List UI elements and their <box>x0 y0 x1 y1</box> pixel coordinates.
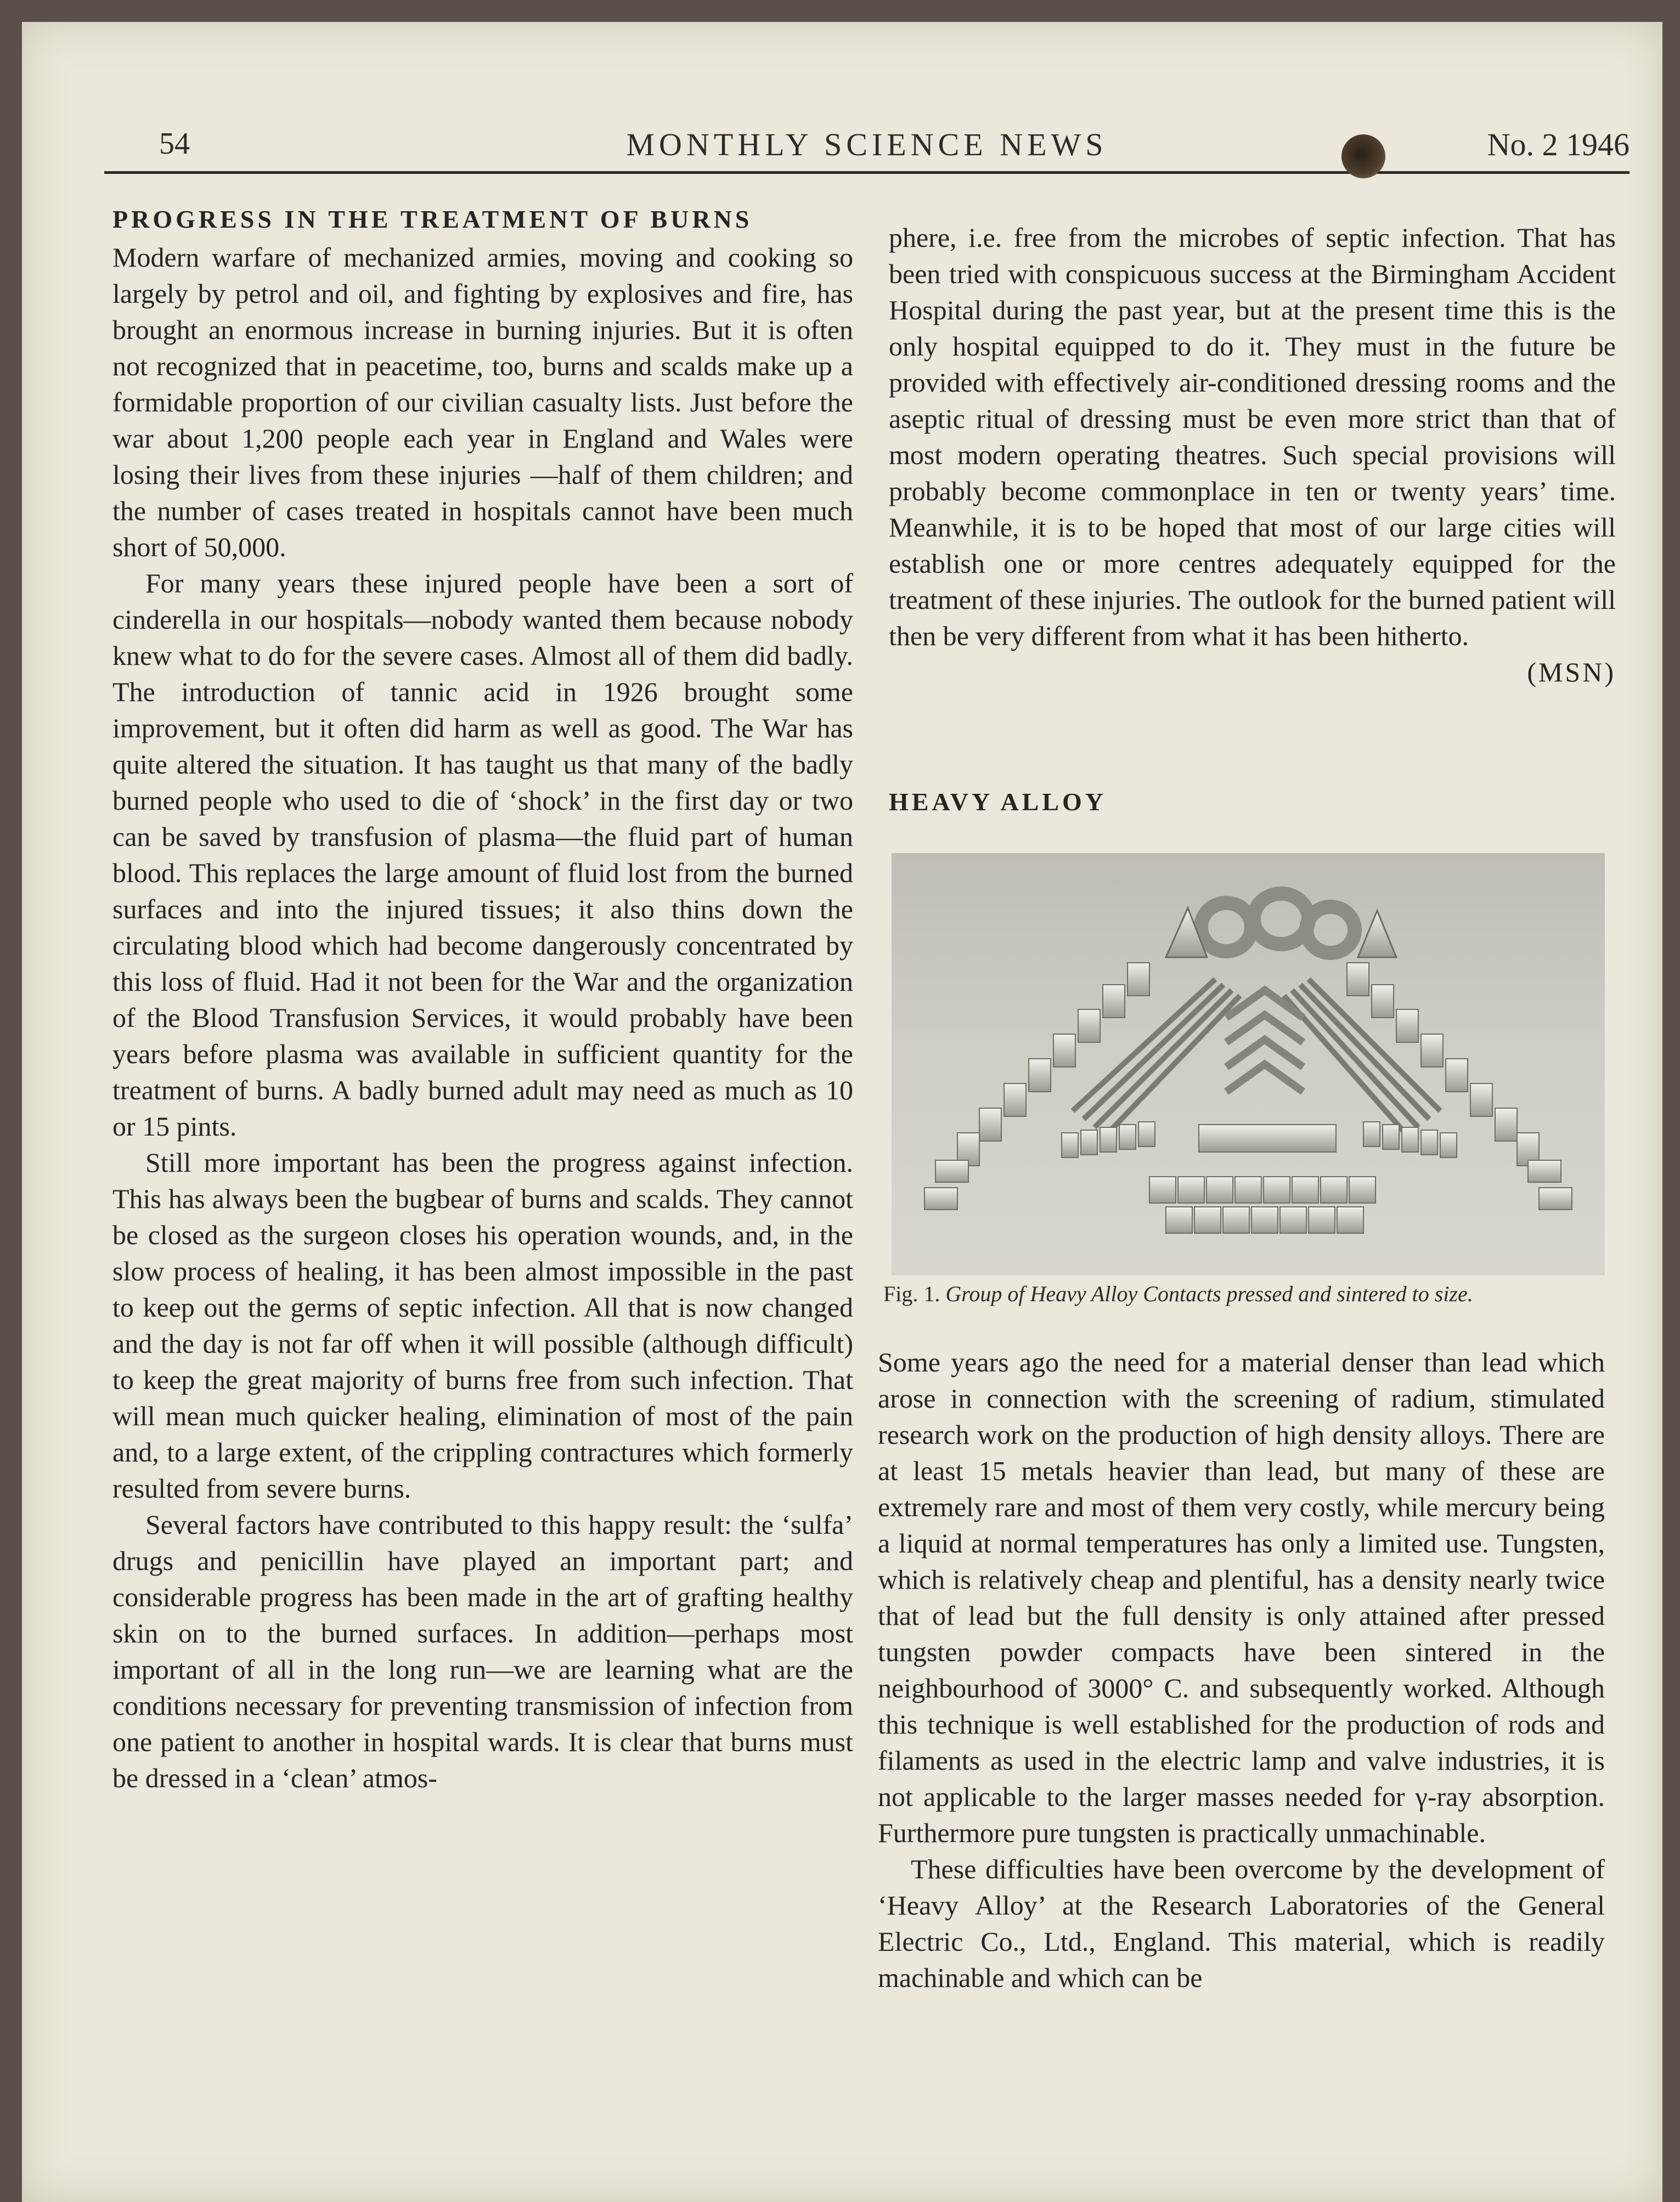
burns-heading: PROGRESS IN THE TREATMENT OF BURNS <box>112 205 753 233</box>
punch-hole <box>1341 134 1385 178</box>
chevron-contacts <box>1226 990 1303 1092</box>
burns-signature: (MSN) <box>1527 657 1616 687</box>
figure-caption <box>883 1281 1613 1307</box>
alloy-paragraph-1: Some years ago the need for a material denser than lead which arose in connection with the screening of radium, stimulated research work on the production of high density alloys. There are at least 15 metals heavier than lead, but many of these are extremely rare and most of them very costly, while mercury being a liquid at normal temperatures has only a limited use. Tungsten, which is relatively cheap and plentiful, has a density nearly twice that of lead but the full density is only attained after pressed tungsten powder compacts have been sintered in the neighbourhood of 3000° C. and subsequently worked. Although this technique is well established for the production of rods and filaments as used in the electric lamp and valve industries, it is not applicable to the larger masses needed for γ-ray absorption. Furthermore pure tungsten is practically unmachinable. <box>878 1347 1605 1848</box>
middle-small-blocks <box>1062 1122 1457 1158</box>
alloy-heading: HEAVY ALLOY <box>889 788 1107 816</box>
burns-paragraph-1: Modern warfare of mechanized armies, moving and cooking so largely by petrol and oil, and fighting by explosives and fire, has brought an enormous increase in burning injuries. But it is often not recognized that in peacetime, too, burns and scalds make up a formidable proportion of our civilian casualty lists. Just before the war about 1,200 people each year in England and Wales were losing their lives from these injuries —half of them children; and the number of cases treated in hospitals cannot have been much short of 50,000. <box>112 242 853 562</box>
figure-label: Fig. 1. <box>883 1281 940 1306</box>
header-rule <box>104 171 1630 174</box>
alloy-article-column <box>878 1344 1605 1996</box>
alloy-paragraph-2: These difficulties have been overcome by the development of ‘Heavy Alloy’ at the Research Laboratories of the General Electric Co., Ltd., England. This material, which is readily machinable and which can be <box>878 1854 1605 1993</box>
bottom-tile-grid <box>1149 1177 1375 1233</box>
running-header <box>104 123 1630 173</box>
alloy-contacts-illustration <box>892 853 1605 1275</box>
burns-paragraph-2: For many years these injured people have been a sort of cinderella in our hospitals—nobody wanted them because nobody knew what to do for the severe cases. Almost all of them did badly. The introduction of tannic acid in 1926 brought some improvement, but it often did harm as well as good. The War has quite altered the situation. It has taught us that many of the badly burned people who used to die of ‘shock’ in the first day or two can be saved by transfusion of plasma—the fluid part of human blood. This replaces the large amount of fluid lost from the burned surfaces and into the injured tissues; it also thins down the circulating blood which had become dangerously concentrated by this loss of fluid. Had it not been for the War and the organization of the Blood Transfusion Services, it would probably have been years before plasma was available in sufficient quantity for the treatment of burns. A badly burned adult may need as much as 10 or 15 pints. <box>112 568 853 1142</box>
burns-paragraph-3: Still more important has been the progress against infection. This has always been the bugbear of burns and scalds. They cannot be closed as the surgeon closes his operation wounds, and, in the slow process of healing, it has been almost impossible in the past to keep out the germs of septic infection. All that is now changed and the day is not far off when it will possible (although difficult) to keep the great majority of burns free from such infection. That will mean much quicker healing, elimination of most of the pain and, to a large extent, of the crippling contractures which formerly resulted from severe burns. <box>112 1147 853 1504</box>
burns-continuation-column <box>889 219 1616 690</box>
burns-continuation: phere, i.e. free from the microbes of septic infection. That has been tried with conspicuous success at the Birmingham Accident Hospital during the past year, but at the present time this is the only hospital equipped to do it. They must in the future be provided with effectively air-conditioned dressing rooms and the aseptic ritual of dressing must be even more strict than that of most modern operating theatres. Such special provisions will probably become commonplace in ten or twenty years’ time. Meanwhile, it is to be hoped that most of our large cities will establish one or more centres adequately equipped for the treatment of these injuries. The outlook for the burned patient will then be very different from what it has been hitherto. <box>889 222 1616 651</box>
ring-contacts <box>1201 894 1355 953</box>
publication-title: MONTHLY SCIENCE NEWS <box>626 127 1108 162</box>
heavy-alloy-photo <box>892 853 1605 1275</box>
figure-caption-text: Group of Heavy Alloy Contacts pressed and sintered to size. <box>945 1281 1473 1306</box>
burns-article-column <box>112 203 853 1796</box>
issue-number: No. 2 1946 <box>1487 127 1630 162</box>
page-number: 54 <box>159 127 190 161</box>
burns-paragraph-4: Several factors have contributed to this happy result: the ‘sulfa’ drugs and penicillin have played an important part; and considerable progress has been made in the art of grafting healthy skin on to the burned surfaces. In addition—perhaps most important of all in the long run—we are learning what are the conditions necessary for preventing transmission of infection from one patient to another in hospital wards. It is clear that burns must be dressed in a ‘clean’ atmos- <box>112 1509 853 1793</box>
